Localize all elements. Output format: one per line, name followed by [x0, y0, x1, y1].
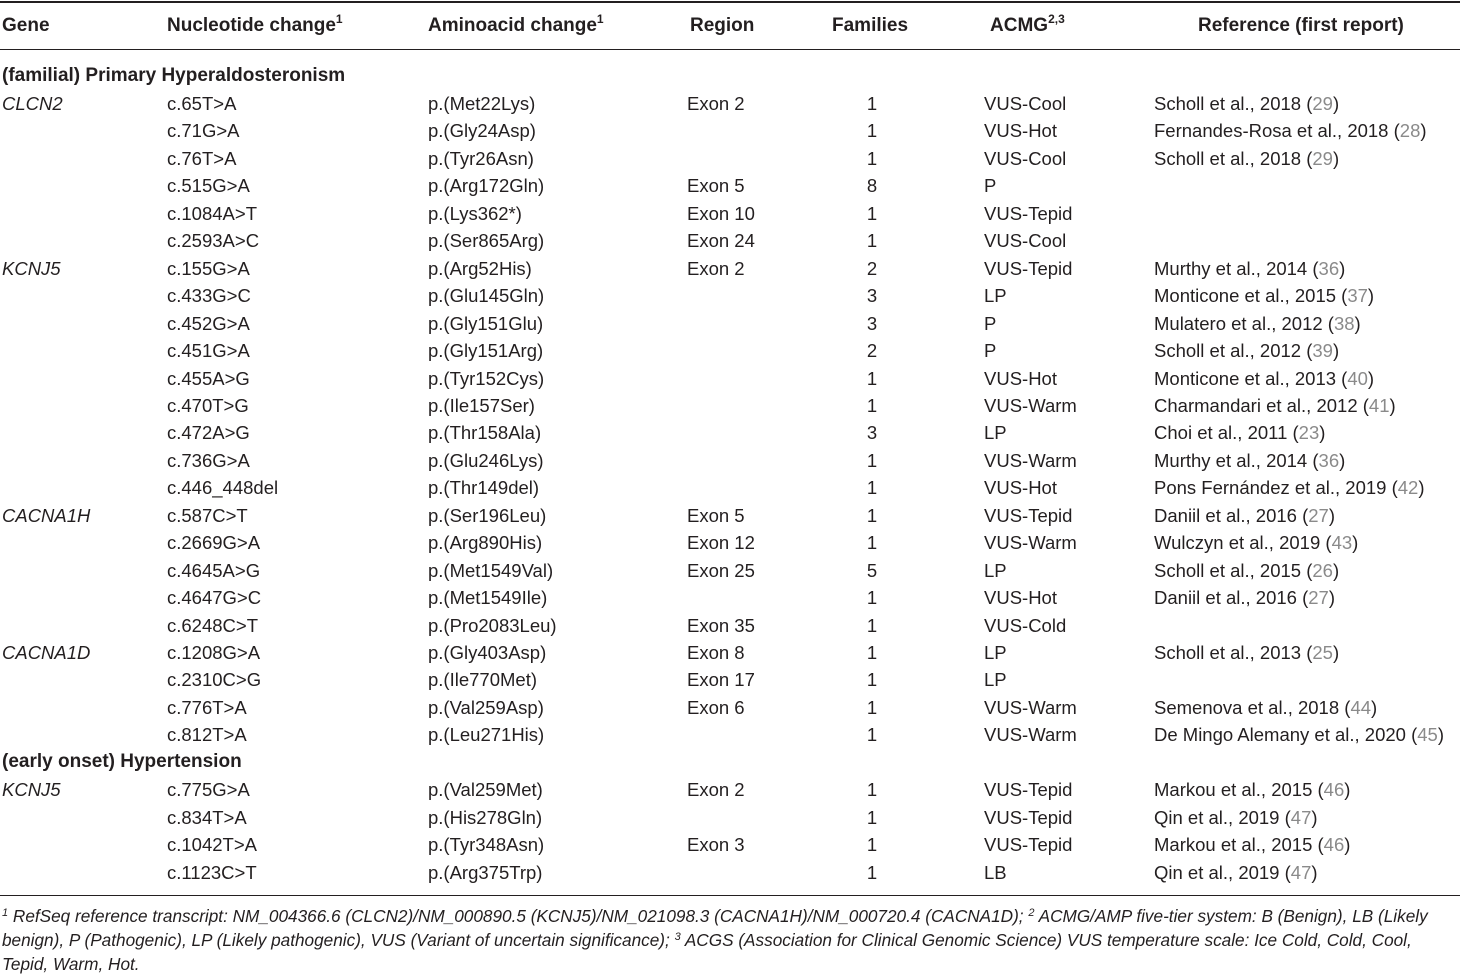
reference-cell [1154, 365, 1374, 392]
reference-close: ) [1332, 559, 1340, 581]
reference-cell [1154, 557, 1339, 584]
gene-cell: CACNA1D [2, 642, 91, 663]
reference-text: Monticone et al., 2013 ( [1154, 367, 1348, 389]
reference-cell [1154, 90, 1339, 117]
reference-text: Semenova et al., 2018 ( [1154, 696, 1351, 718]
aminoacid-cell: p.(Gly403Asp) [428, 642, 547, 663]
gene-cell: CACNA1H [2, 504, 91, 526]
header-rule [0, 49, 1460, 50]
aminoacid-cell: p.(Ile157Ser) [428, 394, 535, 416]
families-cell: 1 [866, 834, 878, 855]
families-cell: 1 [866, 532, 878, 554]
aminoacid-cell: p.(Arg52His) [428, 257, 532, 279]
region-cell: Exon 2 [687, 93, 745, 114]
acmg-cell: VUS-Warm [984, 532, 1077, 554]
nucleotide-cell: c.2669G>A [167, 532, 261, 554]
nucleotide-cell: c.2593A>C [167, 230, 260, 252]
reference-close: ) [1311, 861, 1318, 883]
table-row [0, 639, 1460, 666]
acmg-cell: VUS-Tepid [984, 806, 1073, 828]
table-row [0, 584, 1460, 611]
families-cell: 2 [866, 340, 878, 362]
reference-close: ) [1339, 257, 1346, 279]
nucleotide-cell: c.433G>C [167, 285, 251, 307]
reference-citation-link[interactable]: 37 [1347, 285, 1368, 307]
reference-close: ) [1354, 312, 1361, 334]
reference-text: Scholl et al., 2012 ( [1154, 340, 1313, 362]
reference-citation-link[interactable]: 27 [1308, 587, 1329, 609]
reference-close: ) [1418, 477, 1425, 499]
aminoacid-cell: p.(Lys362*) [428, 202, 522, 224]
reference-text: Scholl et al., 2018 ( [1154, 147, 1313, 169]
reference-cell [1154, 447, 1345, 474]
table-row [0, 831, 1460, 858]
region-cell: Exon 35 [687, 614, 755, 636]
reference-close: ) [1332, 147, 1340, 169]
acmg-cell: VUS-Hot [984, 367, 1057, 389]
acmg-cell: LP [984, 669, 1007, 691]
acmg-cell: VUS-Tepid [984, 202, 1073, 224]
reference-citation-link[interactable]: 36 [1318, 257, 1340, 279]
reference-cell [1154, 419, 1325, 446]
nucleotide-cell: c.455A>G [167, 367, 250, 389]
nucleotide-cell: c.736G>A [167, 449, 250, 471]
table-row [0, 694, 1460, 721]
aminoacid-cell: p.(Ser196Leu) [428, 504, 547, 526]
gene-cell: CLCN2 [2, 93, 63, 114]
families-cell: 1 [866, 669, 878, 691]
reference-close: ) [1332, 642, 1340, 663]
table-row [0, 337, 1460, 364]
table-row [0, 804, 1460, 831]
reference-text: Pons Fernández et al., 2019 ( [1154, 477, 1398, 499]
reference-cell [1154, 776, 1350, 803]
families-cell: 3 [866, 285, 878, 307]
reference-close: ) [1344, 779, 1351, 800]
nucleotide-cell: c.65T>A [167, 93, 237, 114]
nucleotide-cell: c.155G>A [167, 257, 250, 279]
reference-text: Daniil et al., 2016 ( [1154, 587, 1309, 609]
families-cell: 1 [866, 724, 878, 746]
reference-text: Scholl et al., 2015 ( [1154, 559, 1313, 581]
aminoacid-cell: p.(Tyr348Asn) [428, 834, 545, 855]
table-row [0, 529, 1460, 556]
nucleotide-cell: c.4647G>C [167, 587, 262, 609]
aminoacid-cell: p.(Gly24Asp) [428, 120, 536, 142]
nucleotide-cell: c.470T>G [167, 394, 249, 416]
reference-citation-link[interactable]: 29 [1312, 93, 1333, 114]
reference-text: Qin et al., 2019 ( [1154, 861, 1291, 883]
nucleotide-cell: c.1208G>A [167, 642, 261, 663]
section-early-onset-hypertension: (early onset) Hypertension [2, 751, 242, 772]
reference-citation-link[interactable]: 36 [1318, 449, 1340, 471]
families-cell: 1 [866, 93, 878, 114]
aminoacid-cell: p.(Met1549Ile) [428, 587, 548, 609]
reference-citation-link[interactable]: 28 [1399, 120, 1421, 142]
acmg-cell: VUS-Warm [984, 696, 1077, 718]
reference-cell [1154, 145, 1339, 172]
reference-citation-link[interactable]: 25 [1312, 642, 1333, 663]
reference-citation-link[interactable]: 47 [1290, 861, 1312, 883]
aminoacid-cell: p.(Pro2083Leu) [428, 614, 557, 636]
nucleotide-cell: c.4645A>G [167, 559, 261, 581]
header-region: Region [690, 15, 755, 36]
families-cell: 1 [866, 504, 878, 526]
reference-close: ) [1328, 504, 1336, 526]
reference-text: Qin et al., 2019 ( [1154, 806, 1291, 828]
header-acmg: ACMG$^{2,3}$ [990, 12, 1065, 36]
reference-close: ) [1344, 834, 1351, 855]
table-row [0, 859, 1460, 886]
table-row [0, 557, 1460, 584]
reference-citation-link[interactable]: 38 [1333, 312, 1355, 334]
reference-citation-link[interactable]: 27 [1308, 504, 1329, 526]
reference-close: ) [1339, 449, 1346, 471]
reference-text: Murthy et al., 2014 ( [1154, 257, 1319, 279]
reference-cell [1154, 474, 1424, 501]
families-cell: 8 [866, 175, 878, 197]
table-row [0, 776, 1460, 803]
table-row [0, 145, 1460, 172]
acmg-cell: P [984, 175, 997, 197]
reference-cell [1154, 859, 1318, 886]
reference-citation-link[interactable]: 40 [1347, 367, 1368, 389]
reference-text: Charmandari et al., 2012 ( [1154, 394, 1369, 416]
reference-cell [1154, 392, 1396, 419]
reference-close: ) [1389, 394, 1396, 416]
acmg-cell: P [984, 340, 997, 362]
region-cell: Exon 2 [687, 257, 745, 279]
nucleotide-cell: c.1123C>T [167, 861, 257, 883]
table-row [0, 255, 1460, 282]
aminoacid-cell: p.(Met22Lys) [428, 93, 536, 114]
table-row [0, 90, 1460, 117]
table-row [0, 365, 1460, 392]
table-row [0, 200, 1460, 227]
region-cell: Exon 12 [687, 532, 755, 554]
acmg-cell: VUS-Hot [984, 120, 1057, 142]
header-reference: Reference (first report) [1198, 15, 1404, 36]
reference-close: ) [1332, 340, 1340, 362]
region-cell: Exon 5 [687, 175, 745, 197]
reference-cell [1154, 721, 1444, 748]
aminoacid-cell: p.(Leu271His) [428, 724, 545, 746]
reference-cell [1154, 639, 1339, 666]
table-top-rule [0, 1, 1460, 3]
acmg-cell: VUS-Tepid [984, 257, 1073, 279]
families-cell: 1 [866, 696, 878, 718]
aminoacid-cell: p.(Glu246Lys) [428, 449, 544, 471]
table-row [0, 392, 1460, 419]
families-cell: 1 [866, 147, 878, 169]
families-cell: 1 [866, 861, 878, 883]
table-row [0, 612, 1460, 639]
acmg-cell: VUS-Cool [984, 147, 1067, 169]
nucleotide-cell: c.1084A>T [167, 202, 257, 224]
reference-citation-link[interactable]: 47 [1290, 806, 1312, 828]
reference-cell [1154, 694, 1377, 721]
aminoacid-cell: p.(Thr149del) [428, 477, 540, 499]
table-row [0, 419, 1460, 446]
families-cell: 1 [866, 642, 878, 663]
nucleotide-cell: c.587C>T [167, 504, 248, 526]
nucleotide-cell: c.775G>A [167, 779, 250, 800]
table-row [0, 474, 1460, 501]
table-footnote: $^1$ RefSeq reference transcript: NM_004366.6 (CLCN2)/NM_000890.5 (KCNJ5)/NM_021098.3 (CACNA1H)/NM_000720.4 (CACNA1D); $^2$ ACMG/AMP five-tier system: B (Benign), LB (Likely benign), P (Pathogenic), LP (Likely pathogenic), VUS (Variant of uncertain significance); $^3$ ACGS (Association for Clinical Genomic Science) VUS temperature scale: Ice Cold, Cold, Cool, Tepid, Warm, Hot. [2, 906, 1428, 974]
reference-cell [1154, 584, 1335, 611]
reference-cell [1154, 502, 1335, 529]
reference-close: ) [1420, 120, 1427, 142]
reference-citation-link[interactable]: 39 [1312, 340, 1333, 362]
acmg-cell: LP [984, 285, 1007, 307]
families-cell: 1 [866, 477, 878, 499]
reference-cell [1154, 804, 1318, 831]
aminoacid-cell: p.(Met1549Val) [428, 559, 554, 581]
reference-citation-link[interactable]: 43 [1331, 532, 1353, 554]
reference-text: Choi et al., 2011 ( [1154, 422, 1299, 444]
reference-close: ) [1332, 93, 1340, 114]
reference-text: Scholl et al., 2018 ( [1154, 93, 1313, 114]
section-primary-hyperaldosteronism: (familial) Primary Hyperaldosteronism [2, 65, 346, 86]
region-cell: Exon 10 [687, 202, 755, 224]
table-row [0, 666, 1460, 693]
reference-close: ) [1319, 422, 1326, 444]
reference-close: ) [1352, 532, 1359, 554]
families-cell: 1 [866, 202, 878, 224]
families-cell: 1 [866, 779, 878, 800]
reference-text: Markou et al., 2015 ( [1154, 834, 1324, 855]
region-cell: Exon 8 [687, 642, 745, 663]
reference-citation-link[interactable]: 46 [1323, 779, 1345, 800]
reference-text: Daniil et al., 2016 ( [1154, 504, 1309, 526]
reference-cell [1154, 282, 1374, 309]
nucleotide-cell: c.515G>A [167, 175, 250, 197]
header-aminoacid-change: Aminoacid change$^1$ [428, 12, 604, 36]
families-cell: 1 [866, 806, 878, 828]
aminoacid-cell: p.(Glu145Gln) [428, 285, 545, 307]
families-cell: 1 [866, 120, 878, 142]
reference-close: ) [1367, 367, 1375, 389]
table-row [0, 227, 1460, 254]
region-cell: Exon 3 [687, 834, 745, 855]
families-cell: 1 [866, 394, 878, 416]
nucleotide-cell: c.76T>A [167, 147, 237, 169]
reference-text: Mulatero et al., 2012 ( [1154, 312, 1334, 334]
table-row [0, 310, 1460, 337]
aminoacid-cell: p.(Arg375Trp) [428, 861, 543, 883]
nucleotide-cell: c.2310C>G [167, 669, 262, 691]
reference-citation-link[interactable]: 41 [1368, 394, 1390, 416]
nucleotide-cell: c.6248C>T [167, 614, 259, 636]
acmg-cell: VUS-Tepid [984, 834, 1073, 855]
acmg-cell: LP [984, 559, 1007, 581]
region-cell: Exon 24 [687, 230, 755, 252]
reference-text: Fernandes-Rosa et al., 2018 ( [1154, 120, 1400, 142]
reference-cell [1154, 255, 1345, 282]
acmg-cell: VUS-Cool [984, 230, 1067, 252]
aminoacid-cell: p.(His278Gln) [428, 806, 543, 828]
table-bottom-rule [0, 895, 1460, 896]
reference-citation-link[interactable]: 29 [1312, 147, 1333, 169]
acmg-cell: LP [984, 642, 1007, 663]
families-cell: 3 [866, 312, 878, 334]
aminoacid-cell: p.(Tyr152Cys) [428, 367, 545, 389]
reference-text: Wulczyn et al., 2019 ( [1154, 532, 1332, 554]
table-row [0, 502, 1460, 529]
nucleotide-cell: c.472A>G [167, 422, 250, 444]
acmg-cell: VUS-Hot [984, 587, 1057, 609]
aminoacid-cell: p.(Gly151Arg) [428, 340, 544, 362]
acmg-cell: LB [984, 861, 1007, 883]
families-cell: 1 [866, 449, 878, 471]
nucleotide-cell: c.451G>A [167, 340, 250, 362]
reference-cell [1154, 310, 1361, 337]
aminoacid-cell: p.(Tyr26Asn) [428, 147, 534, 169]
nucleotide-cell: c.71G>A [167, 120, 240, 142]
reference-citation-link[interactable]: 23 [1298, 422, 1320, 444]
reference-text: Scholl et al., 2013 ( [1154, 642, 1313, 663]
gene-cell: KCNJ5 [2, 779, 61, 800]
reference-citation-link[interactable]: 46 [1323, 834, 1345, 855]
reference-cell [1154, 337, 1339, 364]
reference-close: ) [1367, 285, 1375, 307]
region-cell: Exon 17 [687, 669, 755, 691]
acmg-cell: LP [984, 422, 1007, 444]
reference-close: ) [1437, 724, 1445, 746]
header-families: Families [832, 15, 909, 36]
aminoacid-cell: p.(Arg890His) [428, 532, 543, 554]
aminoacid-cell: p.(Val259Asp) [428, 696, 544, 718]
reference-text: Murthy et al., 2014 ( [1154, 449, 1319, 471]
table-row [0, 447, 1460, 474]
acmg-cell: VUS-Warm [984, 724, 1077, 746]
acmg-cell: VUS-Warm [984, 394, 1077, 416]
nucleotide-cell: c.1042T>A [167, 834, 257, 855]
aminoacid-cell: p.(Thr158Ala) [428, 422, 542, 444]
aminoacid-cell: p.(Ser865Arg) [428, 230, 545, 252]
families-cell: 2 [866, 257, 878, 279]
region-cell: Exon 25 [687, 559, 755, 581]
reference-citation-link[interactable]: 42 [1397, 477, 1419, 499]
acmg-cell: VUS-Tepid [984, 504, 1073, 526]
reference-text: Markou et al., 2015 ( [1154, 779, 1324, 800]
reference-cell [1154, 529, 1358, 556]
table-row [0, 721, 1460, 748]
families-cell: 1 [866, 614, 878, 636]
families-cell: 1 [866, 230, 878, 252]
reference-close: ) [1311, 806, 1318, 828]
region-cell: Exon 6 [687, 696, 745, 718]
table-row [0, 282, 1460, 309]
reference-citation-link[interactable]: 45 [1417, 724, 1438, 746]
aminoacid-cell: p.(Ile770Met) [428, 669, 537, 691]
acmg-cell: VUS-Warm [984, 449, 1077, 471]
reference-text: De Mingo Alemany et al., 2020 ( [1154, 724, 1418, 746]
nucleotide-cell: c.446_448del [167, 477, 279, 499]
families-cell: 3 [866, 422, 878, 444]
reference-text: Monticone et al., 2015 ( [1154, 285, 1348, 307]
gene-cell: KCNJ5 [2, 257, 61, 279]
acmg-cell: VUS-Cool [984, 93, 1067, 114]
reference-citation-link[interactable]: 44 [1350, 696, 1372, 718]
reference-close: ) [1328, 587, 1336, 609]
region-cell: Exon 2 [687, 779, 745, 800]
nucleotide-cell: c.834T>A [167, 806, 247, 828]
nucleotide-cell: c.812T>A [167, 724, 247, 746]
aminoacid-cell: p.(Arg172Gln) [428, 175, 545, 197]
aminoacid-cell: p.(Val259Met) [428, 779, 543, 800]
nucleotide-cell: c.452G>A [167, 312, 250, 334]
reference-cell [1154, 117, 1427, 144]
reference-close: ) [1371, 696, 1378, 718]
acmg-cell: P [984, 312, 997, 334]
families-cell: 1 [866, 587, 878, 609]
nucleotide-cell: c.776T>A [167, 696, 247, 718]
aminoacid-cell: p.(Gly151Glu) [428, 312, 544, 334]
region-cell: Exon 5 [687, 504, 745, 526]
table-row [0, 172, 1460, 199]
reference-citation-link[interactable]: 26 [1312, 559, 1333, 581]
table-row [0, 117, 1460, 144]
acmg-cell: VUS-Hot [984, 477, 1057, 499]
acmg-cell: VUS-Tepid [984, 779, 1073, 800]
header-nucleotide-change: Nucleotide change$^1$ [167, 12, 343, 36]
reference-cell [1154, 831, 1350, 858]
acmg-cell: VUS-Cold [984, 614, 1067, 636]
header-gene: Gene [2, 15, 50, 36]
families-cell: 1 [866, 367, 878, 389]
families-cell: 5 [866, 559, 878, 581]
